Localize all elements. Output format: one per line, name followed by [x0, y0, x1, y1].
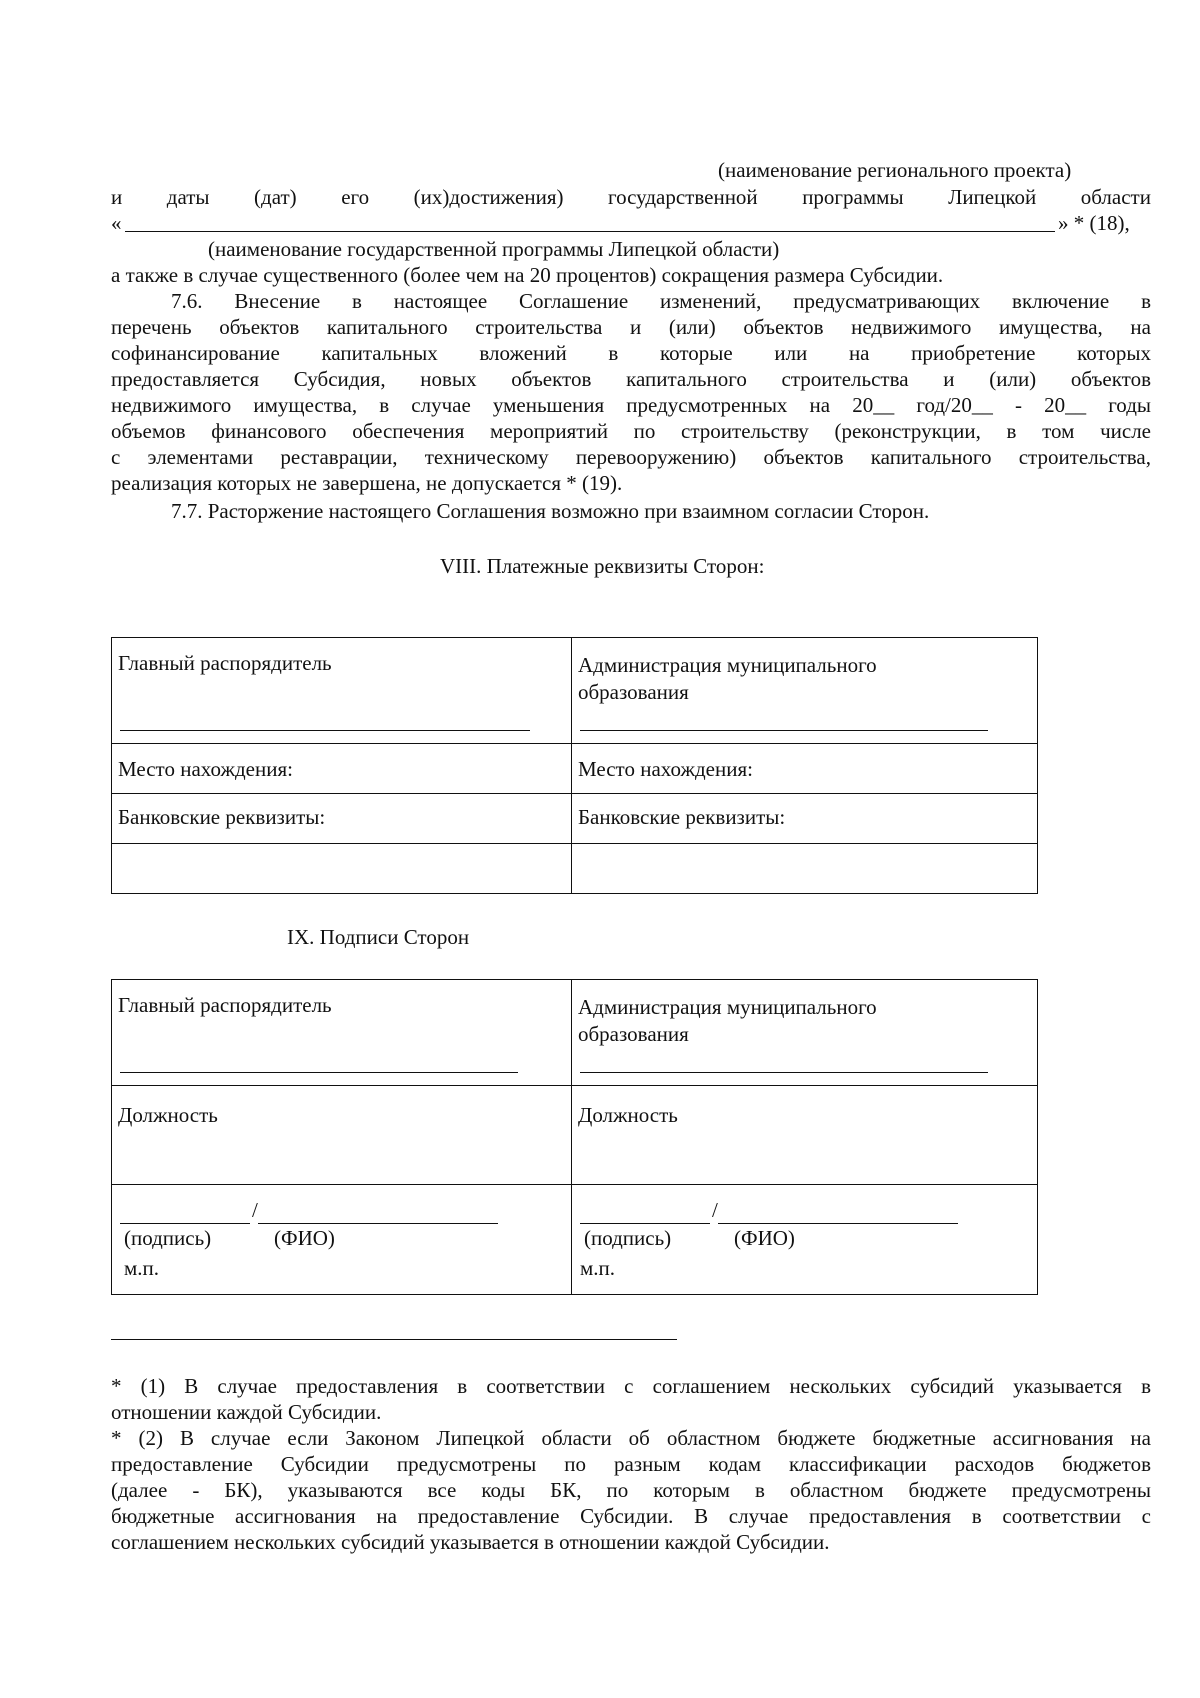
right-location-label: Место нахождения:: [578, 757, 753, 781]
table9-left-party-cell: [112, 980, 572, 1086]
footnotes: [111, 1373, 1151, 1555]
program-dates-word: (дат): [254, 185, 297, 209]
paragraph-7-6: [111, 288, 1151, 496]
p76-line: предоставляется Субсидия, новых объектов капитального строительства и (или) объектов: [111, 367, 1151, 391]
table8-right-bank-cell: [572, 794, 1038, 844]
sig-left-party-name-blank: [120, 1072, 518, 1073]
line-also: а также в случае существенного (более чем на 20 процентов) сокращения размера Субсидии.: [111, 263, 944, 287]
left-slash: /: [252, 1198, 258, 1222]
line-program-dates: [111, 184, 1151, 210]
p76-line: перечень объектов капитального строительства и (или) объектов недвижимого имущества, на: [111, 315, 1151, 339]
table9-left-signature-cell: [112, 1185, 572, 1295]
sig-left-party-label: Главный распорядитель: [118, 993, 332, 1017]
p76-line-last: реализация которых не завершена, не допускается * (19).: [111, 471, 623, 495]
program-dates-word: (их)достижения): [413, 185, 564, 209]
caption-state-program: (наименование государственной программы Липецкой области): [208, 237, 780, 261]
caption-regional-project: (наименование регионального проекта): [718, 158, 1072, 182]
footnote-2-line: предоставление Субсидии предусмотрены по разным кодам классификации расходов бюджетов: [111, 1452, 1151, 1476]
left-signature-blank: [120, 1223, 250, 1224]
right-stamp-label: м.п.: [580, 1256, 616, 1280]
program-dates-word: программы: [802, 185, 904, 209]
table8-right-party-cell: [572, 638, 1038, 744]
left-bank-label: Банковские реквизиты:: [118, 805, 326, 829]
program-dates-word: области: [1080, 185, 1151, 209]
right-slash: /: [712, 1198, 718, 1222]
p76-line: 7.6. Внесение в настоящее Соглашение изменений, предусматривающих включение в: [171, 289, 1151, 313]
footnote-separator: [111, 1339, 677, 1340]
program-dates-word: даты: [166, 185, 210, 209]
p76-line: недвижимого имущества, в случае уменьшения предусмотренных на 20__ год/20__ - 20__ годы: [111, 393, 1151, 417]
left-sign-caption: (подпись): [124, 1226, 212, 1250]
right-signature-blank: [580, 1223, 710, 1224]
left-party-name-blank: [120, 730, 530, 731]
program-dates-word: государственной: [608, 185, 758, 209]
left-location-label: Место нахождения:: [118, 757, 293, 781]
left-party-label: Главный распорядитель: [118, 651, 332, 675]
program-dates-word: Липецкой: [948, 185, 1037, 209]
right-fio-caption: (ФИО): [734, 1226, 795, 1250]
footnote-2-last: соглашением нескольких субсидий указывается в отношении каждой Субсидии.: [111, 1530, 830, 1554]
right-sign-caption: (подпись): [584, 1226, 672, 1250]
table8-left-party-cell: [112, 638, 572, 744]
table9-right-position-cell: [572, 1086, 1038, 1185]
open-quote: «: [111, 211, 122, 235]
footnote-1-line: * (1) В случае предоставления в соответствии с соглашением нескольких субсидий указывается в: [111, 1374, 1151, 1398]
left-position-label: Должность: [118, 1103, 218, 1127]
footnote-2-line: * (2) В случае если Законом Липецкой области об областном бюджете бюджетные ассигнования на: [111, 1426, 1151, 1450]
table8-right-empty-cell: [572, 844, 1038, 894]
left-fio-blank: [258, 1223, 498, 1224]
section-8-heading: VIII. Платежные реквизиты Сторон:: [440, 554, 765, 578]
table9-right-party-cell: [572, 980, 1038, 1086]
p76-line: с элементами реставрации, техническому перевооружению) объектов капитального строительства,: [111, 445, 1151, 469]
right-party-label-2: образования: [578, 680, 689, 704]
table8-left-empty-cell: [112, 844, 572, 894]
p76-line: софинансирование капитальных вложений в которые или на приобретение которых: [111, 341, 1151, 365]
program-dates-word: его: [341, 185, 370, 209]
left-fio-caption: (ФИО): [274, 1226, 335, 1250]
right-position-label: Должность: [578, 1103, 678, 1127]
p76-line: объемов финансового обеспечения мероприятий по строительству (реконструкции, в том числе: [111, 419, 1151, 443]
footnote-2-line: (далее - БК), указываются все коды БК, по которым в областном бюджете предусмотрены: [111, 1478, 1151, 1502]
paragraph-7-7: 7.7. Расторжение настоящего Соглашения возможно при взаимном согласии Сторон.: [171, 499, 930, 523]
right-party-name-blank: [580, 730, 988, 731]
section-9-heading: IX. Подписи Сторон: [287, 925, 470, 949]
sig-right-party-label-1: Администрация муниципального: [578, 995, 877, 1019]
footnote-2-line: бюджетные ассигнования на предоставление Субсидии. В случае предоставления в соответствии с: [111, 1504, 1151, 1528]
program-name-blank: [125, 231, 1055, 232]
table8-right-location-cell: [572, 744, 1038, 794]
payment-details-table: [111, 637, 1038, 894]
table8-left-bank-cell: [112, 794, 572, 844]
table9-left-position-cell: [112, 1086, 572, 1185]
signatures-table: [111, 979, 1038, 1295]
footnote-1-last: отношении каждой Субсидии.: [111, 1400, 382, 1424]
sig-right-party-label-2: образования: [578, 1022, 689, 1046]
sig-right-party-name-blank: [580, 1072, 988, 1073]
right-fio-blank: [718, 1223, 958, 1224]
table8-left-location-cell: [112, 744, 572, 794]
program-dates-word: и: [111, 185, 123, 209]
left-stamp-label: м.п.: [124, 1256, 160, 1280]
right-party-label-1: Администрация муниципального: [578, 653, 877, 677]
right-bank-label: Банковские реквизиты:: [578, 805, 786, 829]
table9-right-signature-cell: [572, 1185, 1038, 1295]
close-quote-ref: » * (18),: [1058, 211, 1130, 235]
